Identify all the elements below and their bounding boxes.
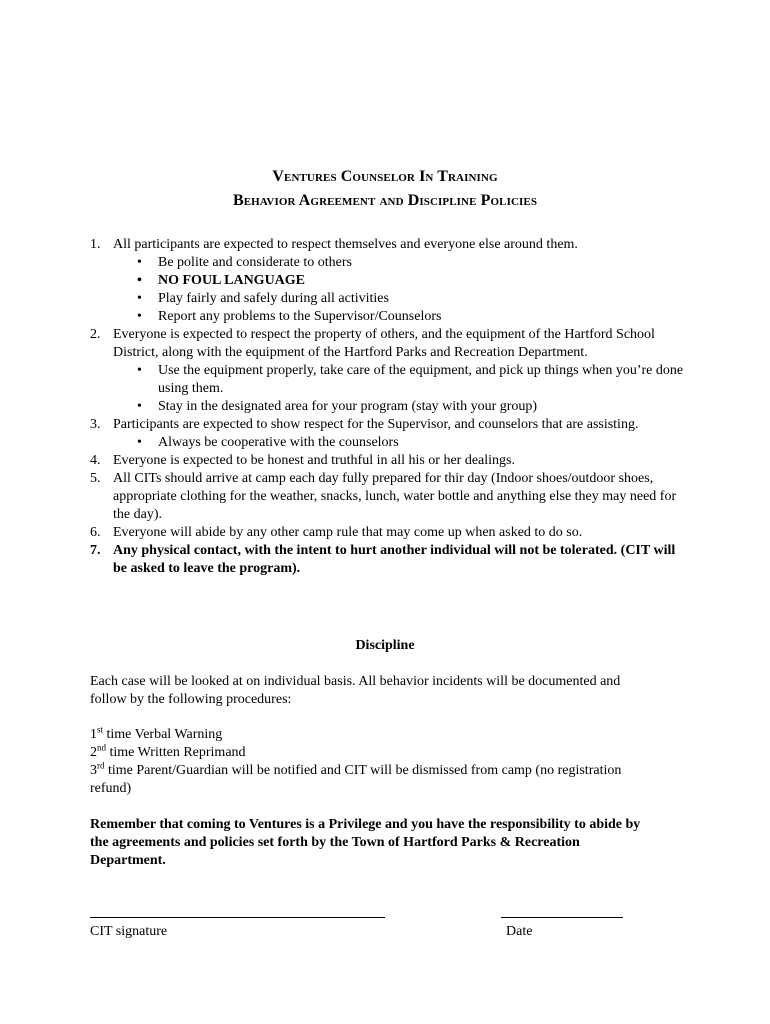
- rule-text: Everyone is expected to respect the property of others, and the equipment of the Hartford School District, along with the equipment of the Hartford Parks and Recreation Department.: [113, 327, 655, 360]
- document-subtitle: Behavior Agreement and Discipline Policies: [232, 192, 538, 209]
- step-text: time Verbal Warning: [103, 727, 223, 742]
- reminder-paragraph: Remember that coming to Ventures is a Privilege and you have the responsibility to abide by the agreements and policies set forth by the Town of Hartford Parks & Recreation Department.: [90, 817, 641, 868]
- rule-text: Any physical contact, with the intent to hurt another individual will not be tolerated. (CIT will be asked to leave the program).: [113, 543, 676, 576]
- bullet-icon: •: [137, 291, 142, 306]
- bullet-text: Use the equipment properly, take care of the equipment, and pick up things when you’re done using them.: [158, 363, 684, 396]
- discipline-heading: Discipline: [355, 638, 415, 653]
- discipline-step: [90, 726, 650, 744]
- rule-text: Everyone will abide by any other camp rule that may come up when asked to do so.: [113, 525, 583, 540]
- rule-number: 7.: [90, 543, 101, 558]
- rule-number: 5.: [90, 471, 101, 486]
- rule-text: Participants are expected to show respect for the Supervisor, and counselors that are assisting.: [113, 417, 639, 432]
- step-ordinal-suffix: st: [97, 724, 104, 735]
- rule-bullet: [90, 290, 690, 308]
- discipline-intro: Each case will be looked at on individual basis. All behavior incidents will be documented and follow by the following procedures:: [90, 674, 621, 707]
- bullet-text: Be polite and considerate to others: [158, 255, 352, 270]
- rule-number: 2.: [90, 327, 101, 342]
- rule-item: [90, 416, 690, 434]
- cit-signature-label: CIT signature: [90, 924, 168, 939]
- rule-text: All CITs should arrive at camp each day fully prepared for thir day (Indoor shoes/outdoor shoes, appropriate clothing for the weather, snacks, lunch, water bottle and anything else they may need for the day).: [113, 471, 677, 522]
- rule-item: [90, 542, 690, 578]
- bullet-icon: •: [137, 309, 142, 324]
- rule-item: [90, 326, 690, 362]
- bullet-icon: •: [137, 255, 142, 270]
- step-text: time Parent/Guardian will be notified and CIT will be dismissed from camp (no registration refund): [90, 763, 622, 796]
- rules-list: [90, 236, 690, 578]
- rule-number: 4.: [90, 453, 101, 468]
- step-ordinal: 2: [90, 745, 97, 760]
- step-ordinal-suffix: rd: [97, 760, 105, 771]
- bullet-icon: •: [137, 399, 142, 414]
- step-ordinal-suffix: nd: [97, 742, 106, 753]
- bullet-text: Stay in the designated area for your program (stay with your group): [158, 399, 538, 414]
- rule-item: [90, 470, 690, 524]
- bullet-text: Always be cooperative with the counselors: [158, 435, 399, 450]
- bullet-text: Report any problems to the Supervisor/Counselors: [158, 309, 442, 324]
- rule-bullet: [90, 254, 690, 272]
- discipline-steps: [90, 726, 650, 798]
- cit-signature-line[interactable]: [90, 917, 385, 918]
- step-ordinal: 1: [90, 727, 97, 742]
- discipline-step: [90, 762, 650, 798]
- rule-number: 6.: [90, 525, 101, 540]
- rule-item: [90, 524, 690, 542]
- date-line[interactable]: [501, 917, 623, 918]
- document-title: Ventures Counselor In Training: [272, 168, 498, 185]
- rule-number: 1.: [90, 237, 101, 252]
- bullet-icon: •: [137, 273, 142, 288]
- rule-bullet: [90, 434, 690, 452]
- bullet-text: Play fairly and safely during all activities: [158, 291, 389, 306]
- rule-text: Everyone is expected to be honest and truthful in all his or her dealings.: [113, 453, 516, 468]
- step-text: time Written Reprimand: [106, 745, 246, 760]
- bullet-text: NO FOUL LANGUAGE: [158, 273, 306, 288]
- bullet-icon: •: [137, 435, 142, 450]
- rule-number: 3.: [90, 417, 101, 432]
- rule-bullet: [90, 308, 690, 326]
- rule-bullet: [90, 272, 690, 290]
- rule-item: [90, 452, 690, 470]
- rule-bullet: [90, 362, 690, 398]
- bullet-icon: •: [137, 363, 142, 378]
- rule-text: All participants are expected to respect themselves and everyone else around them.: [113, 237, 578, 252]
- step-ordinal: 3: [90, 763, 97, 778]
- rule-bullet: [90, 398, 690, 416]
- date-label: Date: [506, 924, 533, 939]
- rule-item: [90, 236, 690, 254]
- discipline-step: [90, 744, 650, 762]
